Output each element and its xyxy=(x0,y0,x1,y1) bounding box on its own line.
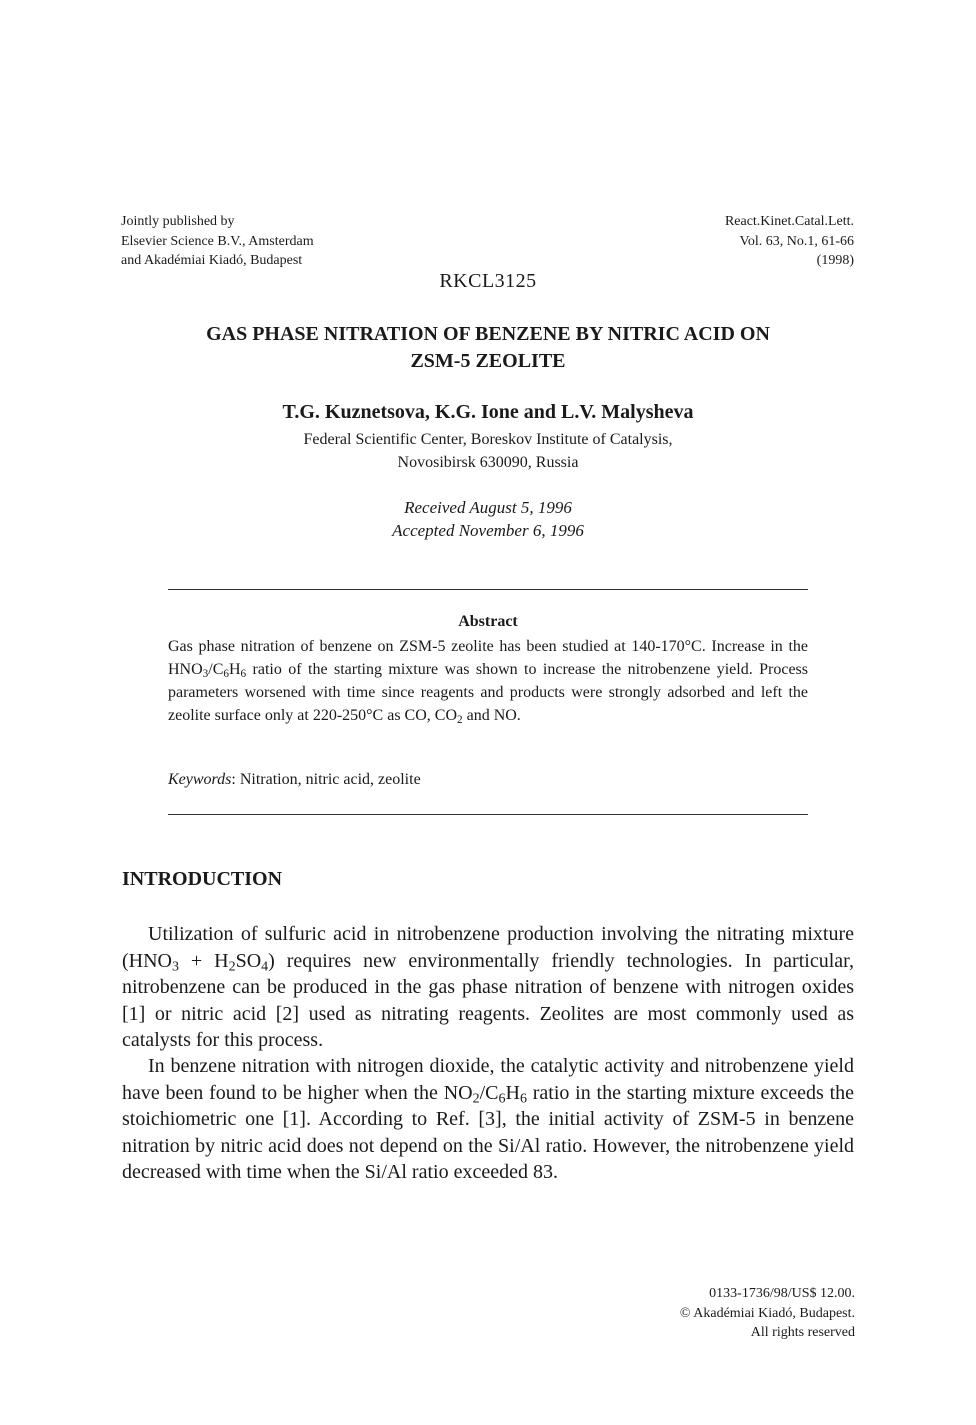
affiliation-line: Federal Scientific Center, Boreskov Institute of Catalysis, xyxy=(303,431,673,448)
abstract-text: Gas phase nitration of benzene on ZSM-5 zeolite has been studied at 140-170°C. Increase in the $HNO_3/C_6H_6$ ratio of the starting mixture was shown to increase the nitrobenzene yield. Process parameters worsened with time since reagents and products were strongly adsorbed and left the zeolite surface only at 220-250°C as CO, $CO_2$ and NO. xyxy=(168,638,808,726)
title-line: ZSM-5 ZEOLITE xyxy=(410,350,566,372)
footer-line: 0133-1736/98/US$ 12.00. xyxy=(709,1286,855,1301)
footer-line: All rights reserved xyxy=(750,1325,855,1340)
intro-paragraph-2: In benzene nitration with nitrogen dioxide, the catalytic activity and nitrobenzene yield have been found to be higher when the $NO_2/C_6H_6$ ratio in the starting mixture exceeds the stoichiometric one [1]. According to Ref. [3], the initial activity of ZSM-5 in benzene nitration by nitric acid does not depend on the Si/Al ratio. However, the nitrobenzene yield decreased with time when the Si/Al ratio exceeded 83. xyxy=(122,1055,855,1183)
abstract-heading: Abstract xyxy=(458,613,518,630)
accepted-date: Accepted November 6, 1996 xyxy=(392,521,584,540)
keywords xyxy=(168,771,421,789)
journal-line: React.Kinet.Catal.Lett. xyxy=(724,214,854,229)
journal-line: (1998) xyxy=(816,253,854,268)
divider-bottom xyxy=(168,814,808,815)
divider-top xyxy=(168,589,808,590)
publisher-line: and Akadémiai Kiadó, Budapest xyxy=(121,253,303,268)
affiliation xyxy=(0,428,976,474)
paper-title xyxy=(140,321,836,375)
title-line: GAS PHASE NITRATION OF BENZENE BY NITRIC ACID ON xyxy=(206,323,770,345)
journal-info xyxy=(725,212,854,271)
affiliation-line: Novosibirsk 630090, Russia xyxy=(397,454,579,471)
keywords-label: Keywords xyxy=(168,771,232,788)
journal-line: Vol. 63, No.1, 61-66 xyxy=(739,233,854,249)
section-heading-introduction: INTRODUCTION xyxy=(122,868,283,890)
received-date: Received August 5, 1996 xyxy=(404,498,572,517)
keywords-text: : Nitration, nitric acid, zeolite xyxy=(231,771,421,788)
footer-line: © Akadémiai Kiadó, Budapest. xyxy=(679,1305,855,1321)
intro-paragraph-1: Utilization of sulfuric acid in nitrobenzene production involving the nitrating mixture $(HNO_3 + H_2SO_4)$ requires new environmentally friendly technologies. In particular, nitrobenzene can be produced in the gas phase nitration of benzene with nitrogen oxides [1] or nitric acid [2] used as nitrating reagents. Zeolites are most commonly used as catalysts for this process. xyxy=(122,923,854,1051)
publisher-info xyxy=(121,212,314,271)
dates xyxy=(0,496,976,542)
copyright-footer xyxy=(680,1284,855,1343)
authors: T.G. Kuznetsova, K.G. Ione and L.V. Malysheva xyxy=(282,401,694,423)
article-code: RKCL3125 xyxy=(439,270,537,292)
publisher-line: Jointly published by xyxy=(121,214,235,229)
publisher-line: Elsevier Science B.V., Amsterdam xyxy=(121,233,314,249)
